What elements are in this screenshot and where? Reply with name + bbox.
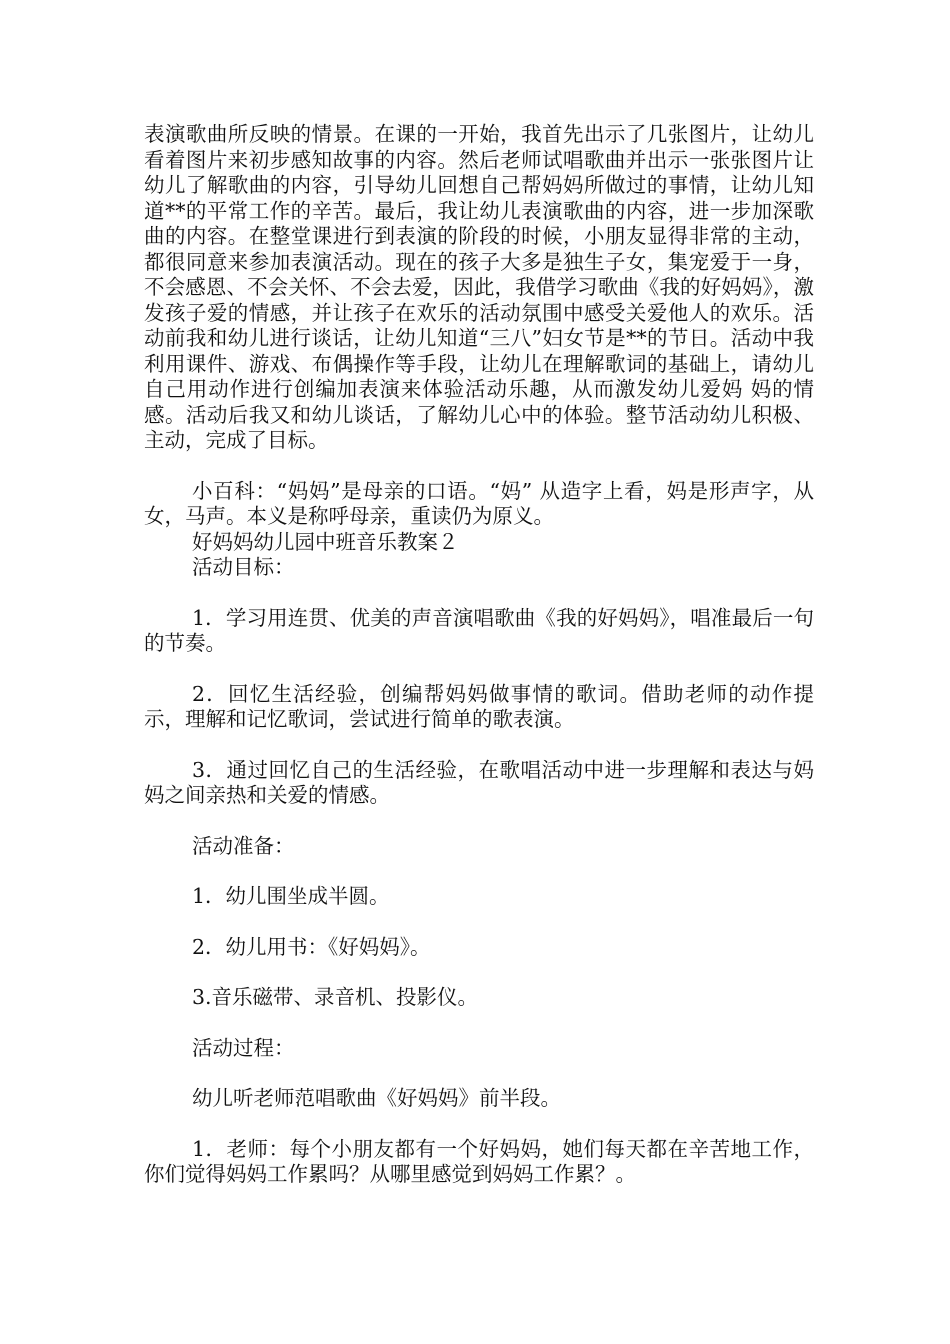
process-intro: 幼儿听老师范唱歌曲《好妈妈》前半段。: [192, 1086, 561, 1110]
body-paragraph-encyclopedia: 小百科：“妈妈”是母亲的口语。“妈” 从造字上看，妈是形声字，从女，马声。本义是称呼母亲，重读仍为原义。: [144, 478, 814, 528]
prep-item-2: 2．幼儿用书：《好妈妈》。: [192, 934, 431, 959]
body-paragraph-reflection: 表演歌曲所反映的情景。在课的一开始，我首先出示了几张图片，让幼儿看着图片来初步感知故事的内容。然后老师试唱歌曲并出示一张张图片让幼儿了解歌曲的内容，引导幼儿回想自己帮妈妈所做过的事情，让幼儿知道**的平常工作的辛苦。最后，我让幼儿表演歌曲的内容，进一步加深歌曲的内容。在整堂课进行到表演的阶段的时候，小朋友显得非常的主动，都很同意来参加表演活动。现在的孩子大多是独生子女，集宠爱于一身，不会感恩、不会关怀、不会去爱，因此，我借学习歌曲《我的好妈妈》，激发孩子爱的情感，并让孩子在欢乐的活动氛围中感受关爱他人的欢乐。活动前我和幼儿进行谈话，让幼儿知道“三八”妇女节是**的节日。活动中我利用课件、游戏、布偶操作等手段，让幼儿在理解歌词的基础上，请幼儿自己用动作进行创编加表演来体验活动乐趣，从而激发幼儿爱妈 妈的情感。活动后我又和幼儿谈话，了解幼儿心中的体验。整节活动幼儿积极、主动，完成了目标。: [144, 122, 814, 452]
goal-item-3: 3．通过回忆自己的生活经验，在歌唱活动中进一步理解和表达与妈妈之间亲热和关爱的情感。: [144, 757, 814, 807]
document-page: [144, 122, 814, 1188]
goal-item-2: 2．回忆生活经验，创编帮妈妈做事情的歌词。借助老师的动作提示，理解和记忆歌词，尝试进行简单的歌表演。: [144, 681, 814, 731]
process-item-1: 1．老师：每个小朋友都有一个好妈妈，她们每天都在辛苦地工作，你们觉得妈妈工作累吗？从哪里感觉到妈妈工作累？。: [144, 1136, 814, 1186]
prep-item-1: 1．幼儿围坐成半圆。: [192, 884, 390, 908]
heading-activity-process: 活动过程：: [192, 1035, 295, 1060]
heading-activity-goals: 活动目标：: [192, 555, 295, 579]
heading-activity-preparation: 活动准备：: [192, 833, 295, 858]
prep-item-3: 3.音乐磁带、录音机、投影仪。: [192, 985, 479, 1009]
goal-item-1: 1．学习用连贯、优美的声音演唱歌曲《我的好妈妈》，唱准最后一句的节奏。: [144, 605, 814, 655]
section-title-lesson-2: 好妈妈幼儿园中班音乐教案２: [192, 529, 459, 554]
